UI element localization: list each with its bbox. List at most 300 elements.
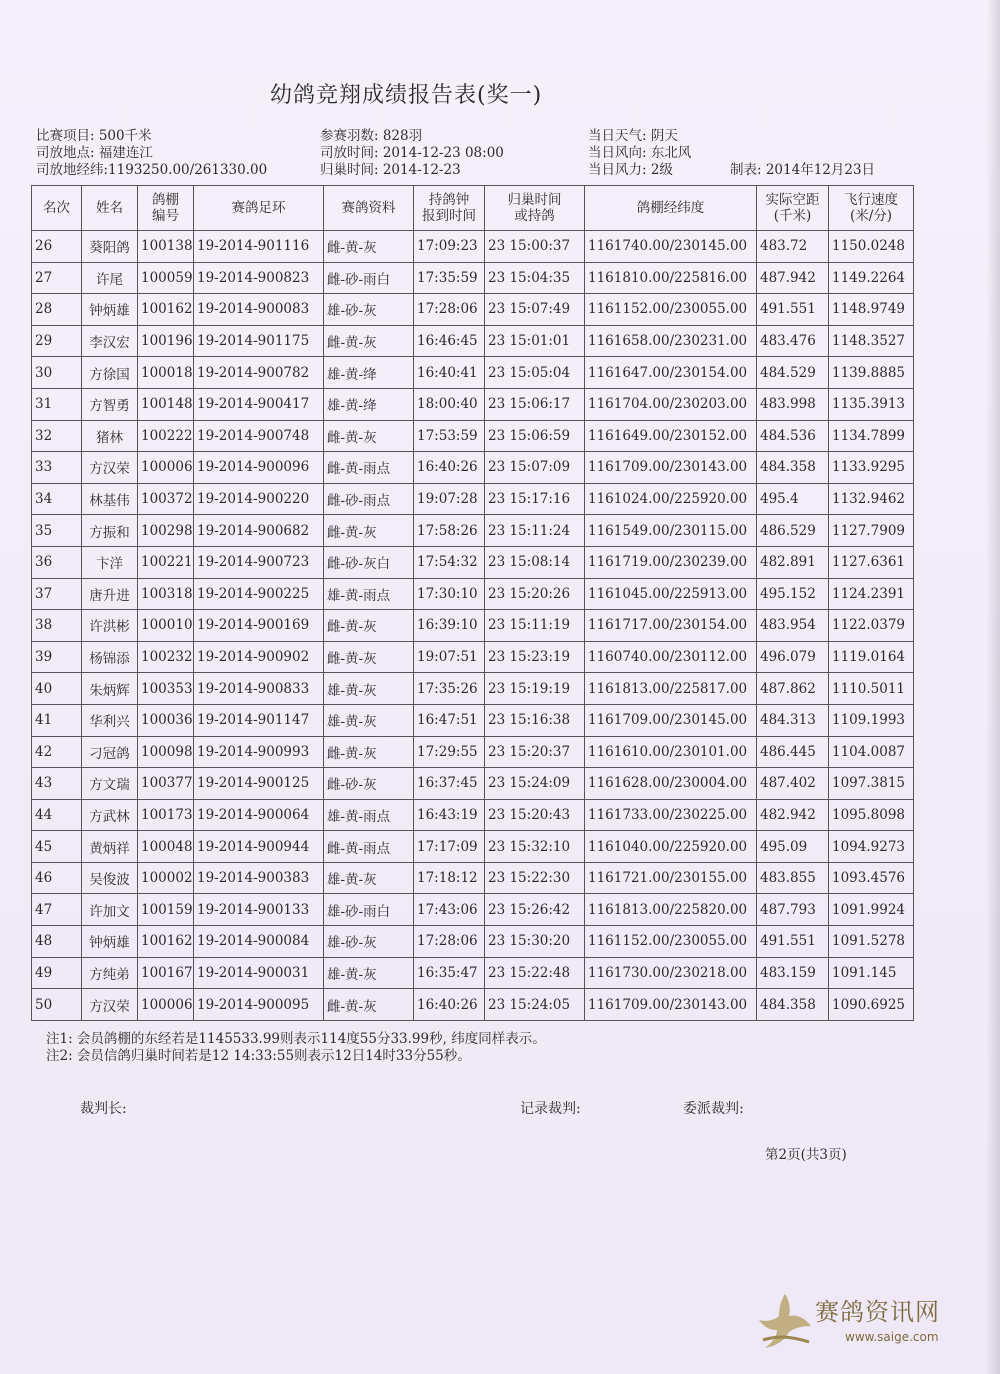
bird-info-cell: 雌-黄-灰 bbox=[324, 736, 414, 768]
pigeon-icon bbox=[755, 1290, 817, 1352]
loft-id-cell: 100232 bbox=[138, 641, 194, 673]
chief-judge-label: 裁判长: bbox=[80, 1101, 127, 1117]
return-time-cell: 23 15:20:37 bbox=[485, 736, 585, 768]
return-time-cell: 23 15:11:19 bbox=[485, 610, 585, 642]
distance-cell: 483.476 bbox=[757, 325, 829, 357]
ring-cell: 19-2014-900723 bbox=[194, 546, 324, 578]
page-edge-shadow bbox=[986, 0, 1000, 1374]
coordinates-cell: 1161045.00/225913.00 bbox=[585, 578, 757, 610]
speed-cell: 1090.6925 bbox=[829, 989, 914, 1021]
bird-info-cell: 雌-黄-灰 bbox=[324, 325, 414, 357]
bird-info-cell: 雄-砂-灰 bbox=[324, 926, 414, 958]
meta-column-middle bbox=[320, 128, 504, 179]
return-time-cell: 23 15:19:19 bbox=[485, 673, 585, 705]
bird-info-cell: 雄-黄-灰 bbox=[324, 957, 414, 989]
column-header-line: 实际空距 bbox=[765, 192, 820, 208]
return-time-cell: 23 15:24:09 bbox=[485, 768, 585, 800]
speed-cell: 1139.8885 bbox=[829, 357, 914, 389]
clock-time-cell: 17:43:06 bbox=[414, 894, 485, 926]
speed-cell: 1109.1993 bbox=[829, 704, 914, 736]
distance-cell: 483.72 bbox=[757, 231, 829, 263]
return-time-cell: 23 15:08:14 bbox=[485, 546, 585, 578]
bird-info-cell: 雄-砂-灰 bbox=[324, 294, 414, 326]
speed-cell: 1134.7899 bbox=[829, 420, 914, 452]
loft-id-cell: 100353 bbox=[138, 673, 194, 705]
clock-time-cell: 17:54:32 bbox=[414, 546, 485, 578]
return-time-cell: 23 15:05:04 bbox=[485, 357, 585, 389]
distance-cell: 484.358 bbox=[757, 452, 829, 484]
coordinates-cell: 1161658.00/230231.00 bbox=[585, 325, 757, 357]
name-cell: 方振和 bbox=[82, 515, 138, 547]
speed-cell: 1132.9462 bbox=[829, 483, 914, 515]
distance-cell: 484.358 bbox=[757, 989, 829, 1021]
loft-id-cell: 100010 bbox=[138, 610, 194, 642]
clock-time-cell: 17:35:26 bbox=[414, 673, 485, 705]
distance-cell: 482.942 bbox=[757, 799, 829, 831]
distance-cell: 491.551 bbox=[757, 294, 829, 326]
rank-cell: 32 bbox=[32, 420, 82, 452]
column-header bbox=[485, 186, 585, 231]
rank-cell: 34 bbox=[32, 483, 82, 515]
distance-cell: 483.855 bbox=[757, 862, 829, 894]
speed-cell: 1148.3527 bbox=[829, 325, 914, 357]
return-time-cell: 23 15:20:26 bbox=[485, 578, 585, 610]
speed-cell: 1127.7909 bbox=[829, 515, 914, 547]
table-row bbox=[32, 736, 914, 768]
table-row bbox=[32, 926, 914, 958]
ring-cell: 19-2014-900225 bbox=[194, 578, 324, 610]
ring-cell: 19-2014-900748 bbox=[194, 420, 324, 452]
coordinates-cell: 1161813.00/225817.00 bbox=[585, 673, 757, 705]
name-cell: 方汉荣 bbox=[82, 989, 138, 1021]
ring-cell: 19-2014-900902 bbox=[194, 641, 324, 673]
column-header-line: (米/分) bbox=[849, 208, 893, 224]
clock-time-cell: 16:47:51 bbox=[414, 704, 485, 736]
name-cell: 黄炳祥 bbox=[82, 831, 138, 863]
clock-time-cell: 17:30:10 bbox=[414, 578, 485, 610]
distance-cell: 486.529 bbox=[757, 515, 829, 547]
loft-id-cell: 100148 bbox=[138, 388, 194, 420]
clock-time-cell: 16:40:41 bbox=[414, 357, 485, 389]
name-cell: 方纯弟 bbox=[82, 957, 138, 989]
ring-cell: 19-2014-901147 bbox=[194, 704, 324, 736]
coordinates-cell: 1161040.00/225920.00 bbox=[585, 831, 757, 863]
name-cell: 刁冠鸽 bbox=[82, 736, 138, 768]
coordinates-cell: 1161024.00/225920.00 bbox=[585, 483, 757, 515]
clock-time-cell: 16:37:45 bbox=[414, 768, 485, 800]
return-time-cell: 23 15:24:05 bbox=[485, 989, 585, 1021]
report-title: 幼鸽竞翔成绩报告表(奖一) bbox=[270, 83, 543, 108]
clock-time-cell: 16:39:10 bbox=[414, 610, 485, 642]
bird-info-cell: 雄-黄-雨点 bbox=[324, 578, 414, 610]
return-time-cell: 23 15:26:42 bbox=[485, 894, 585, 926]
coordinates-cell: 1161152.00/230055.00 bbox=[585, 926, 757, 958]
rank-cell: 36 bbox=[32, 546, 82, 578]
coordinates-cell: 1161740.00/230145.00 bbox=[585, 231, 757, 263]
bird-info-cell: 雄-黄-雨点 bbox=[324, 799, 414, 831]
ring-cell: 19-2014-900064 bbox=[194, 799, 324, 831]
column-header bbox=[829, 186, 914, 231]
speed-cell: 1122.0379 bbox=[829, 610, 914, 642]
bird-info-cell: 雄-黄-绛 bbox=[324, 357, 414, 389]
rank-cell: 42 bbox=[32, 736, 82, 768]
distance-cell: 482.891 bbox=[757, 546, 829, 578]
name-cell: 许洪彬 bbox=[82, 610, 138, 642]
column-header-line: 归巢时间 bbox=[507, 192, 562, 208]
table-row bbox=[32, 894, 914, 926]
watermark-logo bbox=[755, 1290, 965, 1360]
rank-cell: 31 bbox=[32, 388, 82, 420]
name-cell: 猪林 bbox=[82, 420, 138, 452]
clock-time-cell: 17:09:23 bbox=[414, 231, 485, 263]
return-time-cell: 23 15:01:01 bbox=[485, 325, 585, 357]
name-cell: 方武林 bbox=[82, 799, 138, 831]
table-row bbox=[32, 325, 914, 357]
loft-id-cell: 100222 bbox=[138, 420, 194, 452]
loft-id-cell: 100059 bbox=[138, 262, 194, 294]
table-row bbox=[32, 862, 914, 894]
table-row bbox=[32, 294, 914, 326]
speed-cell: 1148.9749 bbox=[829, 294, 914, 326]
rank-cell: 41 bbox=[32, 704, 82, 736]
name-cell: 杨锦添 bbox=[82, 641, 138, 673]
rank-cell: 45 bbox=[32, 831, 82, 863]
loft-id-cell: 100196 bbox=[138, 325, 194, 357]
coordinates-cell: 1161628.00/230004.00 bbox=[585, 768, 757, 800]
column-header-line: 持鸽钟 bbox=[428, 192, 470, 208]
table-row bbox=[32, 420, 914, 452]
column-header-line: 鸽棚经纬度 bbox=[636, 200, 705, 216]
table-row bbox=[32, 831, 914, 863]
ring-cell: 19-2014-900169 bbox=[194, 610, 324, 642]
column-header bbox=[414, 186, 485, 231]
loft-id-cell: 100159 bbox=[138, 894, 194, 926]
meta-release-time: 司放时间: 2014-12-23 08:00 bbox=[320, 145, 504, 161]
bird-info-cell: 雄-黄-灰 bbox=[324, 862, 414, 894]
name-cell: 许尾 bbox=[82, 262, 138, 294]
column-header-line: 赛鸽资料 bbox=[341, 200, 396, 216]
clock-time-cell: 17:53:59 bbox=[414, 420, 485, 452]
column-header-line: 赛鸽足环 bbox=[231, 200, 286, 216]
ring-cell: 19-2014-900383 bbox=[194, 862, 324, 894]
name-cell: 钟炳雄 bbox=[82, 294, 138, 326]
notes bbox=[46, 1031, 546, 1065]
speed-cell: 1095.8098 bbox=[829, 799, 914, 831]
return-time-cell: 23 15:20:43 bbox=[485, 799, 585, 831]
name-cell: 钟炳雄 bbox=[82, 926, 138, 958]
ring-cell: 19-2014-900031 bbox=[194, 957, 324, 989]
coordinates-cell: 1161813.00/225820.00 bbox=[585, 894, 757, 926]
results-table bbox=[31, 185, 914, 1021]
return-time-cell: 23 15:07:49 bbox=[485, 294, 585, 326]
ring-cell: 19-2014-900083 bbox=[194, 294, 324, 326]
ring-cell: 19-2014-901175 bbox=[194, 325, 324, 357]
table-row bbox=[32, 641, 914, 673]
distance-cell: 484.536 bbox=[757, 420, 829, 452]
name-cell: 许加文 bbox=[82, 894, 138, 926]
loft-id-cell: 100162 bbox=[138, 926, 194, 958]
rank-cell: 46 bbox=[32, 862, 82, 894]
table-row bbox=[32, 673, 914, 705]
return-time-cell: 23 15:04:35 bbox=[485, 262, 585, 294]
coordinates-cell: 1161709.00/230143.00 bbox=[585, 989, 757, 1021]
table-row bbox=[32, 989, 914, 1021]
column-header-line: 名次 bbox=[43, 200, 70, 216]
ring-cell: 19-2014-901116 bbox=[194, 231, 324, 263]
clock-time-cell: 19:07:51 bbox=[414, 641, 485, 673]
ring-cell: 19-2014-900417 bbox=[194, 388, 324, 420]
rank-cell: 29 bbox=[32, 325, 82, 357]
rank-cell: 27 bbox=[32, 262, 82, 294]
column-header bbox=[32, 186, 82, 231]
ring-cell: 19-2014-900084 bbox=[194, 926, 324, 958]
clock-time-cell: 17:28:06 bbox=[414, 926, 485, 958]
return-time-cell: 23 15:06:17 bbox=[485, 388, 585, 420]
speed-cell: 1094.9273 bbox=[829, 831, 914, 863]
ring-cell: 19-2014-900993 bbox=[194, 736, 324, 768]
rank-cell: 43 bbox=[32, 768, 82, 800]
meta-release-coordinates: 司放地经纬:1193250.00/261330.00 bbox=[36, 162, 268, 178]
table-row bbox=[32, 452, 914, 484]
speed-cell: 1091.9924 bbox=[829, 894, 914, 926]
note-2: 注2: 会员信鸽归巢时间若是12 14:33:55则表示12日14时33分55秒。 bbox=[46, 1048, 471, 1064]
coordinates-cell: 1161810.00/225816.00 bbox=[585, 262, 757, 294]
ring-cell: 19-2014-900096 bbox=[194, 452, 324, 484]
distance-cell: 495.152 bbox=[757, 578, 829, 610]
column-header bbox=[324, 186, 414, 231]
coordinates-cell: 1161647.00/230154.00 bbox=[585, 357, 757, 389]
speed-cell: 1093.4576 bbox=[829, 862, 914, 894]
ring-cell: 19-2014-900133 bbox=[194, 894, 324, 926]
rank-cell: 49 bbox=[32, 957, 82, 989]
speed-cell: 1150.0248 bbox=[829, 231, 914, 263]
bird-info-cell: 雌-黄-灰 bbox=[324, 610, 414, 642]
loft-id-cell: 100298 bbox=[138, 515, 194, 547]
speed-cell: 1110.5011 bbox=[829, 673, 914, 705]
bird-info-cell: 雄-黄-灰 bbox=[324, 673, 414, 705]
table-row bbox=[32, 957, 914, 989]
rank-cell: 40 bbox=[32, 673, 82, 705]
speed-cell: 1133.9295 bbox=[829, 452, 914, 484]
coordinates-cell: 1161649.00/230152.00 bbox=[585, 420, 757, 452]
ring-cell: 19-2014-900095 bbox=[194, 989, 324, 1021]
bird-info-cell: 雌-砂-雨白 bbox=[324, 262, 414, 294]
rank-cell: 50 bbox=[32, 989, 82, 1021]
meta-weather: 当日天气: 阴天 bbox=[588, 128, 678, 144]
coordinates-cell: 1161549.00/230115.00 bbox=[585, 515, 757, 547]
coordinates-cell: 1161730.00/230218.00 bbox=[585, 957, 757, 989]
loft-id-cell: 100318 bbox=[138, 578, 194, 610]
coordinates-cell: 1161717.00/230154.00 bbox=[585, 610, 757, 642]
bird-info-cell: 雌-砂-雨点 bbox=[324, 483, 414, 515]
column-header bbox=[757, 186, 829, 231]
column-header-line: 编号 bbox=[152, 208, 179, 224]
name-cell: 葵阳鸽 bbox=[82, 231, 138, 263]
clock-time-cell: 17:35:59 bbox=[414, 262, 485, 294]
bird-info-cell: 雌-砂-灰 bbox=[324, 768, 414, 800]
clock-time-cell: 17:58:26 bbox=[414, 515, 485, 547]
distance-cell: 487.942 bbox=[757, 262, 829, 294]
speed-cell: 1135.3913 bbox=[829, 388, 914, 420]
meta-wind-direction: 当日风向: 东北风 bbox=[588, 145, 692, 161]
distance-cell: 495.09 bbox=[757, 831, 829, 863]
name-cell: 方徐国 bbox=[82, 357, 138, 389]
loft-id-cell: 100048 bbox=[138, 831, 194, 863]
bird-info-cell: 雌-黄-灰 bbox=[324, 989, 414, 1021]
distance-cell: 487.862 bbox=[757, 673, 829, 705]
return-time-cell: 23 15:32:10 bbox=[485, 831, 585, 863]
name-cell: 方文瑞 bbox=[82, 768, 138, 800]
coordinates-cell: 1161704.00/230203.00 bbox=[585, 388, 757, 420]
ring-cell: 19-2014-900944 bbox=[194, 831, 324, 863]
meta-return-time: 归巢时间: 2014-12-23 bbox=[320, 162, 461, 178]
bird-info-cell: 雌-黄-雨点 bbox=[324, 452, 414, 484]
bird-info-cell: 雌-黄-雨点 bbox=[324, 831, 414, 863]
table-row bbox=[32, 546, 914, 578]
table-row bbox=[32, 799, 914, 831]
name-cell: 吴俊波 bbox=[82, 862, 138, 894]
column-header-line: (千米) bbox=[773, 208, 812, 224]
speed-cell: 1127.6361 bbox=[829, 546, 914, 578]
table-row bbox=[32, 231, 914, 263]
return-time-cell: 23 15:06:59 bbox=[485, 420, 585, 452]
name-cell: 方汉荣 bbox=[82, 452, 138, 484]
loft-id-cell: 100002 bbox=[138, 862, 194, 894]
loft-id-cell: 100098 bbox=[138, 736, 194, 768]
clock-time-cell: 16:35:47 bbox=[414, 957, 485, 989]
meta-entries: 参赛羽数: 828羽 bbox=[320, 128, 423, 144]
return-time-cell: 23 15:11:24 bbox=[485, 515, 585, 547]
distance-cell: 495.4 bbox=[757, 483, 829, 515]
table-body bbox=[32, 231, 914, 1021]
results-table-wrapper bbox=[31, 185, 913, 1021]
return-time-cell: 23 15:00:37 bbox=[485, 231, 585, 263]
column-header-line: 姓名 bbox=[96, 200, 123, 216]
speed-cell: 1119.0164 bbox=[829, 641, 914, 673]
meta-made-date: 制表: 2014年12月23日 bbox=[730, 162, 876, 178]
meta-column-right bbox=[588, 128, 691, 179]
table-row bbox=[32, 515, 914, 547]
clock-time-cell: 16:43:19 bbox=[414, 799, 485, 831]
distance-cell: 484.313 bbox=[757, 704, 829, 736]
ring-cell: 19-2014-900682 bbox=[194, 515, 324, 547]
column-header-line: 飞行速度 bbox=[844, 192, 898, 208]
recording-judge-label: 记录裁判: bbox=[520, 1101, 581, 1117]
loft-id-cell: 100018 bbox=[138, 357, 194, 389]
bird-info-cell: 雌-黄-灰 bbox=[324, 515, 414, 547]
coordinates-cell: 1161152.00/230055.00 bbox=[585, 294, 757, 326]
distance-cell: 483.159 bbox=[757, 957, 829, 989]
name-cell: 卞洋 bbox=[82, 546, 138, 578]
coordinates-cell: 1161709.00/230145.00 bbox=[585, 704, 757, 736]
loft-id-cell: 100221 bbox=[138, 546, 194, 578]
table-header-row bbox=[32, 186, 914, 231]
distance-cell: 483.998 bbox=[757, 388, 829, 420]
bird-info-cell: 雄-砂-雨白 bbox=[324, 894, 414, 926]
speed-cell: 1104.0087 bbox=[829, 736, 914, 768]
meta-column-left bbox=[36, 128, 267, 179]
column-header bbox=[138, 186, 194, 231]
loft-id-cell: 100138 bbox=[138, 231, 194, 263]
loft-id-cell: 100162 bbox=[138, 294, 194, 326]
clock-time-cell: 16:40:26 bbox=[414, 452, 485, 484]
table-row bbox=[32, 610, 914, 642]
speed-cell: 1149.2264 bbox=[829, 262, 914, 294]
return-time-cell: 23 15:23:19 bbox=[485, 641, 585, 673]
column-header bbox=[194, 186, 324, 231]
speed-cell: 1124.2391 bbox=[829, 578, 914, 610]
coordinates-cell: 1161610.00/230101.00 bbox=[585, 736, 757, 768]
rank-cell: 28 bbox=[32, 294, 82, 326]
coordinates-cell: 1161709.00/230143.00 bbox=[585, 452, 757, 484]
coordinates-cell: 1161719.00/230239.00 bbox=[585, 546, 757, 578]
name-cell: 林基伟 bbox=[82, 483, 138, 515]
loft-id-cell: 100377 bbox=[138, 768, 194, 800]
table-row bbox=[32, 704, 914, 736]
bird-info-cell: 雌-黄-灰 bbox=[324, 231, 414, 263]
return-time-cell: 23 15:22:48 bbox=[485, 957, 585, 989]
meta-wind-force: 当日风力: 2级 bbox=[588, 162, 673, 178]
rank-cell: 30 bbox=[32, 357, 82, 389]
name-cell: 李汉宏 bbox=[82, 325, 138, 357]
bird-info-cell: 雄-黄-灰 bbox=[324, 704, 414, 736]
rank-cell: 26 bbox=[32, 231, 82, 263]
coordinates-cell: 1161733.00/230225.00 bbox=[585, 799, 757, 831]
page-number: 第2页(共3页) bbox=[765, 1147, 847, 1163]
column-header-line: 或持鸽 bbox=[514, 208, 555, 224]
speed-cell: 1091.5278 bbox=[829, 926, 914, 958]
meta-release-site: 司放地点: 福建连江 bbox=[36, 145, 153, 161]
name-cell: 方智勇 bbox=[82, 388, 138, 420]
return-time-cell: 23 15:07:09 bbox=[485, 452, 585, 484]
distance-cell: 487.402 bbox=[757, 768, 829, 800]
bird-info-cell: 雌-砂-灰白 bbox=[324, 546, 414, 578]
loft-id-cell: 100372 bbox=[138, 483, 194, 515]
bird-info-cell: 雄-黄-绛 bbox=[324, 388, 414, 420]
distance-cell: 484.529 bbox=[757, 357, 829, 389]
rank-cell: 44 bbox=[32, 799, 82, 831]
ring-cell: 19-2014-900823 bbox=[194, 262, 324, 294]
speed-cell: 1097.3815 bbox=[829, 768, 914, 800]
column-header-line: 鸽棚 bbox=[152, 192, 179, 208]
clock-time-cell: 16:46:45 bbox=[414, 325, 485, 357]
clock-time-cell: 16:40:26 bbox=[414, 989, 485, 1021]
ring-cell: 19-2014-900220 bbox=[194, 483, 324, 515]
loft-id-cell: 100173 bbox=[138, 799, 194, 831]
return-time-cell: 23 15:17:16 bbox=[485, 483, 585, 515]
column-header-line: 报到时间 bbox=[422, 208, 476, 224]
rank-cell: 47 bbox=[32, 894, 82, 926]
appointed-judge-label: 委派裁判: bbox=[683, 1101, 744, 1117]
table-row bbox=[32, 262, 914, 294]
table-row bbox=[32, 388, 914, 420]
loft-id-cell: 100006 bbox=[138, 989, 194, 1021]
coordinates-cell: 1160740.00/230112.00 bbox=[585, 641, 757, 673]
watermark-url: www.saige.com bbox=[845, 1330, 939, 1344]
clock-time-cell: 18:00:40 bbox=[414, 388, 485, 420]
coordinates-cell: 1161721.00/230155.00 bbox=[585, 862, 757, 894]
name-cell: 华利兴 bbox=[82, 704, 138, 736]
clock-time-cell: 19:07:28 bbox=[414, 483, 485, 515]
column-header bbox=[82, 186, 138, 231]
table-row bbox=[32, 578, 914, 610]
name-cell: 唐升进 bbox=[82, 578, 138, 610]
table-row bbox=[32, 357, 914, 389]
name-cell: 朱炳辉 bbox=[82, 673, 138, 705]
column-header bbox=[585, 186, 757, 231]
rank-cell: 37 bbox=[32, 578, 82, 610]
loft-id-cell: 100036 bbox=[138, 704, 194, 736]
